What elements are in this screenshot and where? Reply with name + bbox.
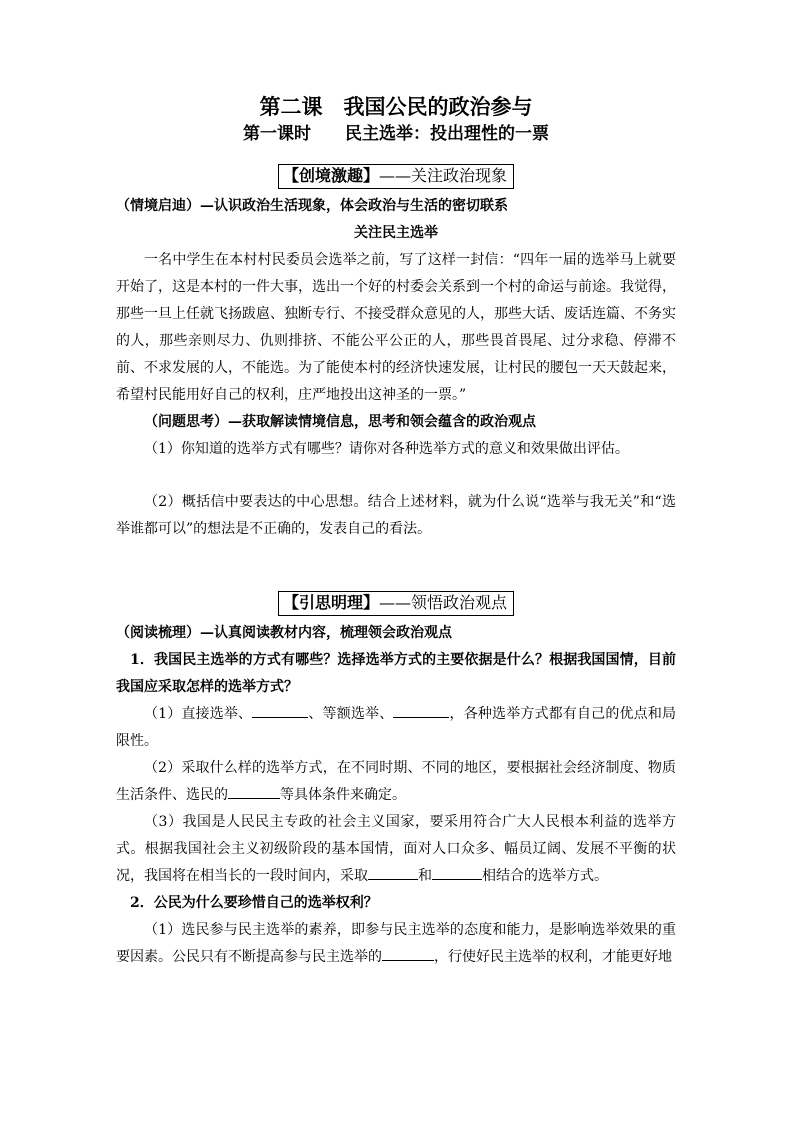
- lesson-subtitle: 第一课时 民主选举：投出理性的一票: [243, 124, 549, 144]
- text-run: （1）直接选举、: [144, 706, 253, 722]
- fill-blank[interactable]: [393, 702, 449, 718]
- item2-point-1: [116, 917, 676, 971]
- document-body: [116, 92, 676, 971]
- section2-title-main: 【引思明理】: [282, 593, 379, 612]
- answer-space-1: [116, 463, 676, 489]
- text-run: 等具体条件来确定。: [280, 787, 406, 803]
- question-2: （2）概括信中要表达的中心思想。结合上述材料，就为什么说“选举与我无关”和“选举谁都可以”的想法是不正确的，发表自己的看法。: [116, 494, 676, 537]
- section2-header: [116, 591, 676, 616]
- situation-heading: （情境启迪）—认识政治生活现象，体会政治与生活的密切联系: [116, 198, 508, 214]
- fill-blank[interactable]: [252, 702, 308, 718]
- item1-point-3: [116, 809, 676, 890]
- section1-title-tail: 关注政治现象: [411, 166, 508, 185]
- fill-blank[interactable]: [228, 783, 280, 799]
- section1-header: [116, 164, 676, 189]
- text-run: 和: [418, 868, 432, 884]
- section1-title-dash: ——: [379, 166, 411, 185]
- question-1: （1）你知道的选举方式有哪些？请你对各种选举方式的意义和效果做出评估。: [144, 441, 629, 457]
- text-run: ，行使好民主选举的权利，才能更好地: [434, 949, 672, 965]
- text-run: 、等额选举、: [308, 706, 394, 722]
- item1-point-1: [116, 701, 676, 755]
- text-run: （2）采取什么样的选举方式，在不同时期、不同的地区，要根据社会经济制度、物质生活条件、选民的: [116, 760, 676, 803]
- lesson-title: 第二课 我国公民的政治参与: [259, 94, 533, 119]
- item2-question: 2．公民为什么要珍惜自己的选举权利？: [130, 895, 378, 911]
- text-run: （3）我国是人民民主专政的社会主义国家，要采用符合广大人民根本利益的选举方式。根据我国社会主义初级阶段的基本国情，面对人口众多、幅员辽阔、发展不平衡的状况，我国将在相当长的一段时间内，采取: [116, 814, 676, 884]
- fill-blank[interactable]: [432, 864, 482, 880]
- section1-title-box: [278, 164, 514, 189]
- item1-question: 1．我国民主选举的方式有哪些？选择选举方式的主要依据是什么？根据我国国情，目前我国应采取怎样的选举方式？: [116, 652, 676, 695]
- fill-blank[interactable]: [368, 864, 418, 880]
- text-run: ，各种选举方式都有自己的优点和局限性。: [116, 706, 676, 749]
- case-title: 关注民主选举: [354, 225, 438, 241]
- text-run: 相结合的选举方式。: [482, 868, 608, 884]
- answer-space-2: [116, 543, 676, 591]
- section2-title-dash: ——: [379, 593, 411, 612]
- case-text: 一名中学生在本村村民委员会选举之前，写了这样一封信：“四年一届的选举马上就要开始了，这是本村的一件大事，选出一个好的村委会关系到一个村的命运与前途。我觉得，那些一旦上任就飞扬跋扈、独断专行、不接受群众意见的人，那些大话、废话连篇、不务实的人，那些亲则尽力、仇则排挤、不能公平公正的人，那些畏首畏尾、过分求稳、停滞不前、不求发展的人，不能选。为了能使本村的经济快速发展，让村民的腰包一天天鼓起来，希望村民能用好自己的权利，庄严地投出这神圣的一票。”: [116, 252, 676, 403]
- section1-title-main: 【创境激趣】: [282, 166, 379, 185]
- question-heading: （问题思考）—获取解读情境信息，思考和领会蕴含的政治观点: [144, 414, 536, 430]
- section2-title-tail: 领悟政治观点: [411, 593, 508, 612]
- item1-point-2: [116, 755, 676, 809]
- reading-heading: （阅读梳理）—认真阅读教材内容，梳理领会政治观点: [116, 625, 452, 641]
- text-run: （1）选民参与民主选举的素养，即参与民主选举的态度和能力，是影响选举效果的重要因素。公民只有不断提高参与民主选举的: [116, 922, 676, 965]
- section2-title-box: [278, 591, 514, 616]
- fill-blank[interactable]: [382, 945, 434, 961]
